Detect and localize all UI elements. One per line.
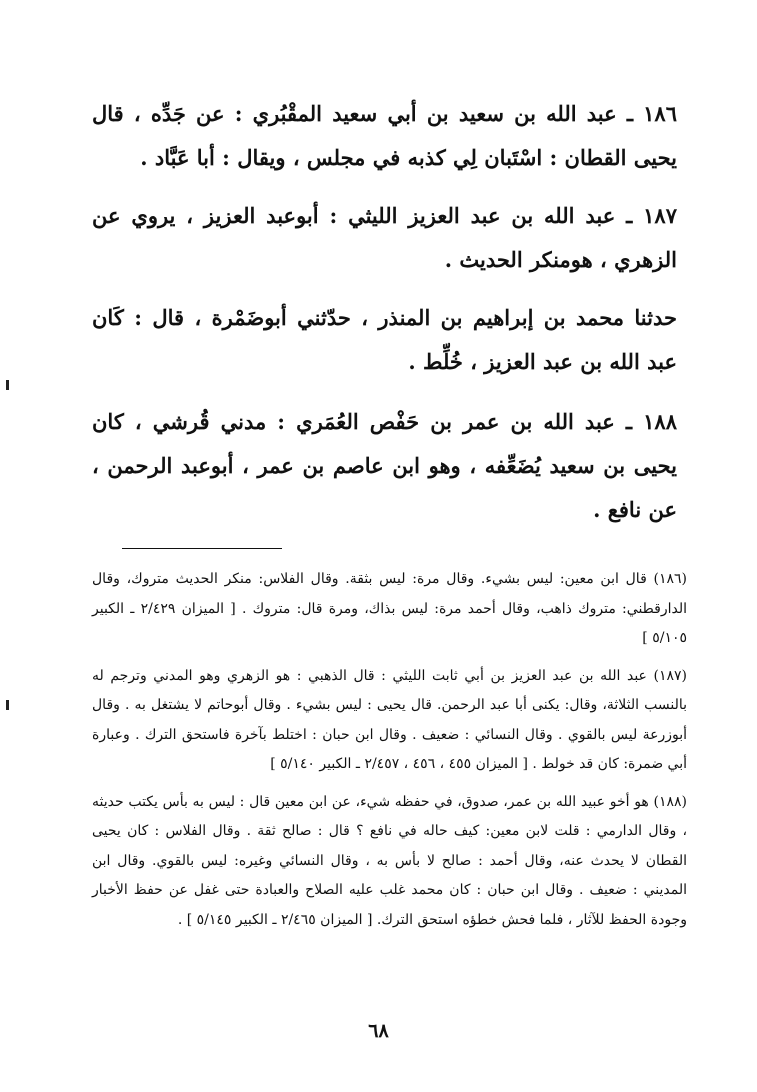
entry-187-narration: حدثنا محمد بن إبراهيم بن المنذر ، حدّثني أبوضَمْرة ، قال : كَان عبد الله بن عبد العزيز ، خُلِّط .: [92, 305, 677, 374]
footnote-separator: [122, 548, 282, 549]
footnote-186-ref: [ الميزان ٢/٤٢٩ ـ الكبير ٥/١٠٥ ]: [92, 600, 687, 646]
footnotes: [92, 565, 687, 935]
footnote-188: [92, 788, 687, 936]
scan-edge-mark: [6, 380, 9, 390]
footnote-188-text: (١٨٨) هو أخو عبيد الله بن عمر، صدوق، في حفظه شيء، عن ابن معين قال : ليس به بأس يكتب حديثه ، وقال الدارمي : قلت لابن معين: كيف حاله في نافع ؟ قال : صالح ثقة . وقال الفلاس : كان يحيى القطان لا يحدث عنه، وقال أحمد : صالح لا بأس به ، وقال النسائي وغيره: ليس بالقوي. وقال ابن المديني : ضعيف . وقال ابن حبان : كان محمد غلب عليه الصلاح والعبادة حتى غفل عن حفظ الأخبار وجودة الحفظ للآثار ، فلما فحش خطؤه استحق الترك.: [92, 793, 688, 928]
entry-187: ١٨٧ ـ عبد الله بن عبد العزيز الليثي : أبوعبد العزيز ، يروي عن الزهري ، هومنكر الحديث .: [92, 203, 677, 272]
entry-186: ١٨٦ ـ عبد الله بن سعيد بن أبي سعيد المقْبُري : عن جَدِّه ، قال يحيى القطان : اسْتَبان لِي كذبه في مجلس ، ويقال : أبا عَبَّاد .: [92, 101, 677, 170]
page-number: ٦٨: [368, 1020, 389, 1042]
footnote-186-text: (١٨٦) قال ابن معين: ليس بشيء. وقال مرة: ليس بثقة. وقال الفلاس: منكر الحديث متروك، وقال الدارقطني: متروك ذاهب، وقال أحمد مرة: ليس بذاك، ومرة قال: متروك .: [92, 571, 687, 617]
footnote-187-ref: [ الميزان ٤٥٥ ، ٤٥٦ ، ٢/٤٥٧ ـ الكبير ٥/١٤٠ ]: [270, 756, 528, 772]
footnote-187-text: (١٨٧) عبد الله بن عبد العزيز بن أبي ثابت الليثي : قال الذهبي : هو الزهري وهو المدني وترجم له بالنسب الثلاثة، وقال: يكنى أبا عبد الرحمن. قال يحيى : ليس بشيء . وقال أبوحاتم لا يشتغل به . وقال أبوزرعة ليس بالقوي . وقال النسائي : ضعيف . وقال ابن حبان : اختلط بآخرة فاستحق الترك . وعبارة أبي ضمرة: كان قد خولط .: [92, 667, 687, 772]
scan-edge-mark: [6, 700, 9, 710]
entry-188: ١٨٨ ـ عبد الله بن عمر بن حَفْص العُمَري : مدني قُرشي ، كان يحيى بن سعيد يُضَعِّفه ، وهو ابن عاصم بن عمر ، أبوعبد الرحمن ، عن نافع .: [92, 409, 677, 522]
footnote-187: [92, 662, 687, 780]
footnote-188-ref: [ الميزان ٢/٤٦٥ ـ الكبير ٥/١٤٥ ] .: [177, 911, 373, 928]
footnote-186: [92, 565, 687, 654]
